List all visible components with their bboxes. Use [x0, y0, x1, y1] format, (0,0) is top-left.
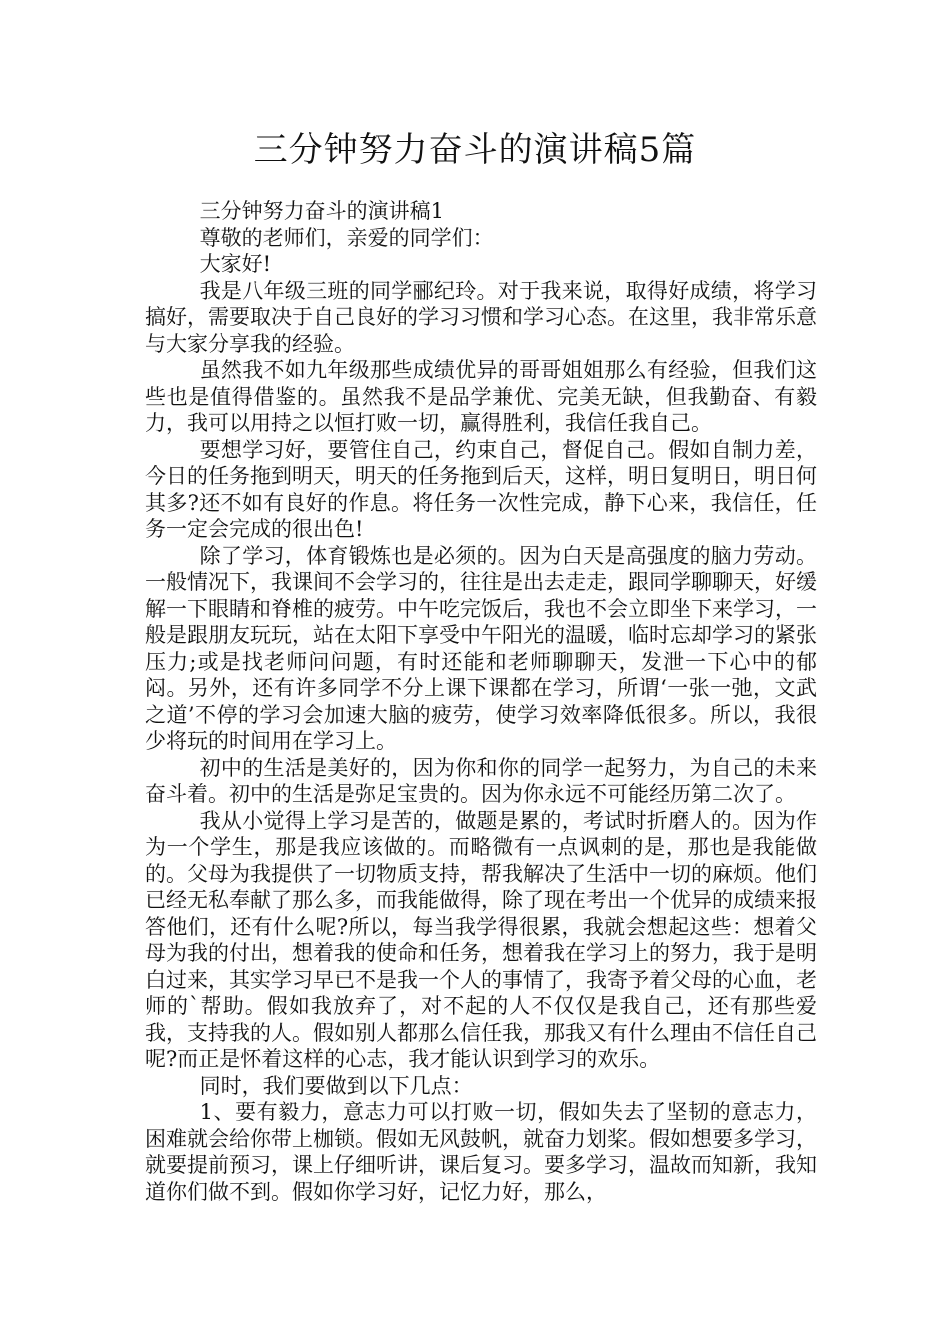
paragraph: 我从小觉得上学习是苦的，做题是累的，考试时折磨人的。因为作为一个学生，那是我应该做的。而略微有一点讽刺的是，那也是我能做的。父母为我提供了一切物质支持，帮我解决了生活中一切的麻烦。他们已经无私奉献了那么多，而我能做得，除了现在考出一个优异的成绩来报答他们，还有什么呢?所以，每当我学得很累，我就会想起这些：想着父母为我的付出，想着我的使命和任务，想着我在学习上的努力，我于是明白过来，其实学习早已不是我一个人的事情了，我寄予着父母的心血，老师的`帮助。假如我放弃了，对不起的人不仅仅是我自己，还有那些爱我，支持我的人。假如别人都那么信任我，那我又有什么理由不信任自己呢?而正是怀着这样的心志，我才能认识到学习的欢乐。: [145, 808, 817, 1071]
paragraph: 初中的生活是美好的，因为你和你的同学一起努力，为自己的未来奋斗着。初中的生活是弥足宝贵的。因为你永远不可能经历第二次了。: [145, 755, 817, 806]
greeting: 大家好!: [199, 252, 272, 276]
document-body: [145, 198, 817, 1205]
paragraph: 同时，我们要做到以下几点：: [199, 1073, 473, 1098]
paragraph: 1、要有毅力，意志力可以打败一切，假如失去了坚韧的意志力，困难就会给你带上枷锁。假如无风鼓帆，就奋力划桨。假如想要多学习，就要提前预习，课上仔细听讲，课后复习。要多学习，温故而知新，我知道你们做不到。假如你学习好，记忆力好，那么，: [145, 1100, 817, 1204]
section-heading: 三分钟努力奋斗的演讲稿1: [199, 199, 444, 223]
paragraph: 除了学习，体育锻炼也是必须的。因为白天是高强度的脑力劳动。一般情况下，我课间不会学习的，往往是出去走走，跟同学聊聊天，好缓解一下眼睛和脊椎的疲劳。中午吃完饭后，我也不会立即坐下来学习，一般是跟朋友玩玩，站在太阳下享受中午阳光的温暖，临时忘却学习的紧张压力;或是找老师问问题，有时还能和老师聊聊天，发泄一下心中的郁闷。另外，还有许多同学不分上课下课都在学习，所谓‘一张一弛，文武之道’不停的学习会加速大脑的疲劳，使学习效率降低很多。所以，我很少将玩的时间用在学习上。: [145, 543, 817, 753]
paragraph: 要想学习好，要管住自己，约束自己，督促自己。假如自制力差，今日的任务拖到明天，明天的任务拖到后天，这样，明日复明日，明日何其多?还不如有良好的作息。将任务一次性完成，静下心来，我信任，任务一定会完成的很出色!: [145, 437, 817, 541]
paragraph: 我是八年级三班的同学郦纪玲。对于我来说，取得好成绩，将学习搞好，需要取决于自己良好的学习习惯和学习心态。在这里，我非常乐意与大家分享我的经验。: [145, 278, 817, 356]
document-title: 三分钟努力奋斗的演讲稿5篇: [253, 130, 697, 170]
salutation: 尊敬的老师们，亲爱的同学们：: [199, 225, 494, 250]
paragraph: 虽然我不如九年级那些成绩优异的哥哥姐姐那么有经验，但我们这些也是值得借鉴的。虽然我不是品学兼优、完美无缺，但我勤奋、有毅力，我可以用持之以恒打败一切，赢得胜利，我信任我自己。: [145, 358, 817, 435]
